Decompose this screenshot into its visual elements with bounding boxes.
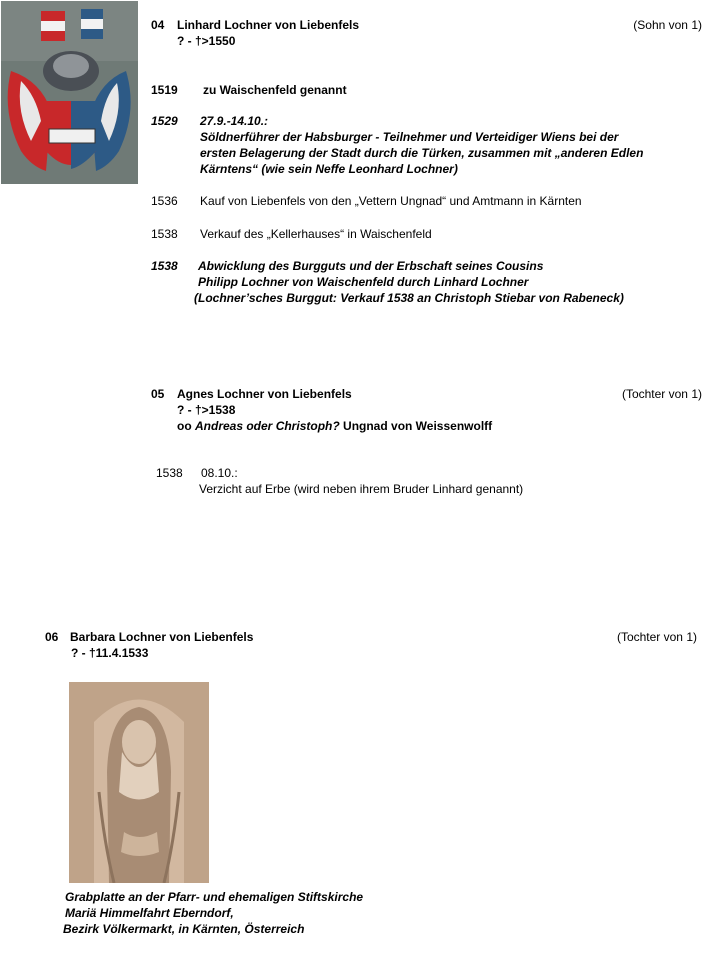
entry-05-name: Agnes Lochner von Liebenfels	[177, 387, 352, 401]
event-year: 1519	[151, 83, 178, 97]
event-text: ersten Belagerung der Stadt durch die Türken, zusammen mit „anderen Edlen	[200, 146, 644, 160]
event-text: Kauf von Liebenfels von den „Vettern Ungnad“ und Amtmann in Kärnten	[200, 194, 582, 208]
event-year: 1538	[151, 227, 178, 241]
entry-04-relation: (Sohn von 1)	[633, 18, 702, 32]
entry-06-dates: ? - †11.4.1533	[71, 646, 149, 660]
event-text: zu Waischenfeld genannt	[203, 83, 347, 97]
entry-06-number: 06	[45, 630, 59, 644]
entry-05-number: 05	[151, 387, 165, 401]
event-text: (Lochner’sches Burggut: Verkauf 1538 an Christoph Stiebar von Rabeneck)	[194, 291, 624, 305]
entry-06-relation: (Tochter von 1)	[616, 630, 697, 644]
entry-05-dates: ? - †>1538	[177, 403, 236, 417]
event-text: Philipp Lochner von Waischenfeld durch Linhard Lochner	[198, 275, 529, 289]
event-text: Abwicklung des Burgguts und der Erbschaft seines Cousins	[198, 259, 544, 273]
entry-04-name: Linhard Lochner von Liebenfels	[177, 18, 360, 32]
event-year: 1538	[151, 259, 178, 273]
entry-05-relation: (Tochter von 1)	[621, 387, 702, 401]
entry-05-marriage	[177, 418, 492, 434]
marriage-prefix: oo	[177, 419, 195, 433]
image-caption-line: Bezirk Völkermarkt, in Kärnten, Österreich	[63, 922, 305, 936]
entry-04-number: 04	[151, 18, 165, 32]
event-text: Verzicht auf Erbe (wird neben ihrem Bruder Linhard genannt)	[199, 482, 524, 496]
event-text: Söldnerführer der Habsburger - Teilnehmer und Verteidiger Wiens bei der	[200, 130, 619, 144]
grave-slab-relief-image	[69, 682, 209, 883]
marriage-surname: Ungnad von Weissenwolff	[339, 419, 493, 433]
event-date: 27.9.-14.10.:	[200, 114, 269, 128]
event-year: 1536	[151, 194, 178, 208]
marriage-first-names: Andreas oder Christoph?	[195, 419, 340, 433]
coat-of-arms-image	[1, 1, 138, 184]
event-text: Verkauf des „Kellerhauses“ in Waischenfeld	[200, 227, 432, 241]
image-caption-line: Mariä Himmelfahrt Eberndorf,	[65, 906, 234, 920]
image-caption-line: Grabplatte an der Pfarr- und ehemaligen Stiftskirche	[65, 890, 364, 904]
event-year: 1538	[156, 466, 183, 480]
event-year: 1529	[151, 114, 178, 128]
entry-06-name: Barbara Lochner von Liebenfels	[70, 630, 254, 644]
event-date: 08.10.:	[201, 466, 238, 480]
entry-04-dates: ? - †>1550	[177, 34, 236, 48]
event-text: Kärntens“ (wie sein Neffe Leonhard Lochner)	[200, 162, 458, 176]
